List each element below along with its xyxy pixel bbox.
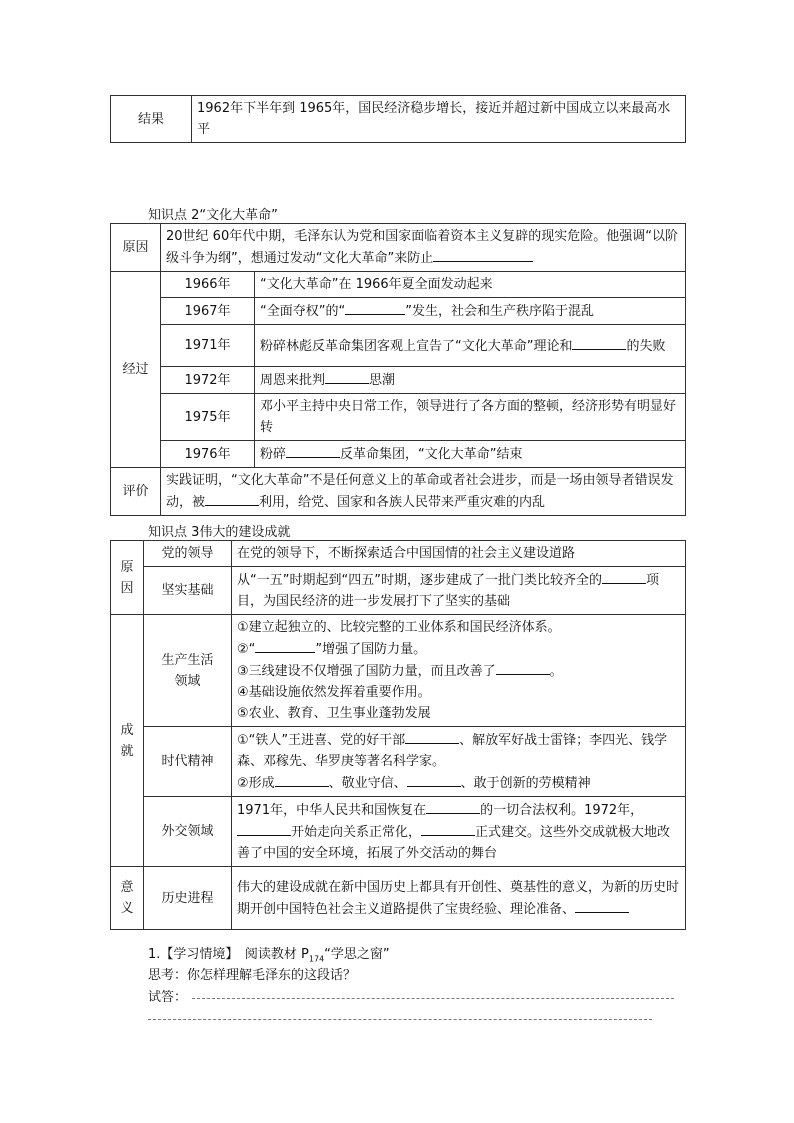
answer-line[interactable] (148, 1019, 652, 1020)
blank (205, 491, 259, 506)
production-label: 生产生活领域 (144, 615, 232, 727)
event-text: 邓小平主持中央日常工作，领导进行了各方面的整顿，经济形势有明显好转 (255, 394, 686, 441)
prod-item: ②“ ”增强了国防力量。 (237, 638, 680, 660)
exercise-answer-label: 试答： (148, 990, 188, 1005)
history-text: 伟大的建设成就在新中国历史上都具有开创性、奠基性的意义，为新的历史时期开创中国特色社会主义道路提供了宝贵经验、理论准备、 (232, 867, 686, 930)
cause-label: 原因 (111, 541, 144, 615)
event-text: 周恩来批判 思潮 (255, 367, 686, 394)
answer-line[interactable] (192, 998, 674, 999)
event-text: 粉碎 反革命集团，“文化大革命”结束 (255, 441, 686, 468)
section3-title: 知识点 3伟大的建设成就 (148, 525, 291, 540)
blank (496, 660, 550, 675)
foundation-label: 坚实基础 (144, 567, 232, 615)
exercise-line1: 1.【学习情境】 阅读教材 $P_{174}“$学思之窗” (148, 947, 390, 964)
blank (325, 369, 369, 384)
blank (405, 729, 459, 744)
diplomacy-label: 外交领域 (144, 797, 232, 867)
blank (237, 821, 291, 836)
blank (345, 300, 405, 315)
blank (575, 898, 629, 913)
prod-item: ③三线建设不仅增强了国防力量，而且改善了 。 (237, 660, 680, 682)
blank (433, 247, 533, 262)
result-content: 1962年下半年到 1965年，国民经济稳步增长，接近并超过新中国成立以来最高水平 (192, 96, 686, 143)
cause-text: 20世纪 60年代中期，毛泽东认为党和国家面临着资本主义复辟的现实危险。他强调“以阶级斗争为纲”，想通过发动“文化大革命”来防止 (161, 224, 686, 272)
event-year: 1966年 (161, 272, 255, 298)
section2-title: 知识点 2“文化大革命” (148, 208, 278, 223)
leadership-text: 在党的领导下，不断探索适合中国国情的社会主义建设道路 (232, 541, 686, 567)
meaning-label: 意义 (111, 867, 144, 930)
event-year: 1976年 (161, 441, 255, 468)
blank (407, 772, 461, 787)
history-label: 历史进程 (144, 867, 232, 930)
achievements-table (110, 540, 686, 930)
prod-item: ①建立起独立的、比较完整的工业体系和国民经济体系。 (237, 620, 561, 635)
event-text: 粉碎林彪反革命集团客观上宣告了“文化大革命”理论和 的失败 (255, 325, 686, 367)
spirit-item: ①“铁人”王进喜、党的好干部 、解放军好战士雷锋；李四光、钱学森、邓稼先、华罗庚等著名科学家。 (237, 729, 680, 772)
event-text: “全面夺权”的“ ”发生，社会和生产秩序陷于混乱 (255, 298, 686, 325)
process-label: 经过 (111, 272, 161, 468)
production-text (232, 615, 686, 727)
prod-item: ⑤农业、教育、卫生事业蓬勃发展 (237, 706, 431, 721)
cause-label: 原因 (111, 224, 161, 272)
blank (572, 335, 626, 350)
blank (286, 443, 340, 458)
event-year: 1972年 (161, 367, 255, 394)
prod-item: ④基础设施依然发挥着重要作用。 (237, 685, 431, 700)
event-year: 1971年 (161, 325, 255, 367)
eval-text: 实践证明，“文化大革命”不是任何意义上的革命或者社会进步，而是一场由领导者错误发动，被 利用，给党、国家和各族人民带来严重灾难的内乱 (161, 468, 686, 516)
result-table (110, 95, 686, 143)
event-year: 1975年 (161, 394, 255, 441)
exercise-question: 思考：你怎样理解毛泽东的这段话？ (148, 968, 357, 983)
spirit-item: ②形成 、敬业守信、 、敢于创新的劳模精神 (237, 772, 680, 794)
foundation-text: 从“一五”时期起到“四五”时期，逐步建成了一批门类比较齐全的 项目，为国民经济的进一步发展打下了坚实的基础 (232, 567, 686, 615)
diplomacy-text: 1971年，中华人民共和国恢复在 的一切合法权利。1972年，开始走向关系正常化， 正式建交。这些外交成就极大地改善了中国的安全环境，拓展了外交活动的舞台 (232, 797, 686, 867)
blank (602, 569, 646, 584)
blank (275, 772, 329, 787)
blank (421, 821, 475, 836)
spirit-text (232, 727, 686, 797)
culture-revolution-table (110, 223, 686, 516)
event-year: 1967年 (161, 298, 255, 325)
spirit-label: 时代精神 (144, 727, 232, 797)
event-text: “文化大革命”在 1966年夏全面发动起来 (255, 272, 686, 298)
leadership-label: 党的领导 (144, 541, 232, 567)
result-label: 结果 (111, 96, 192, 143)
blank (255, 638, 315, 653)
blank (426, 799, 480, 814)
eval-label: 评价 (111, 468, 161, 516)
achievement-label: 成就 (111, 615, 144, 867)
